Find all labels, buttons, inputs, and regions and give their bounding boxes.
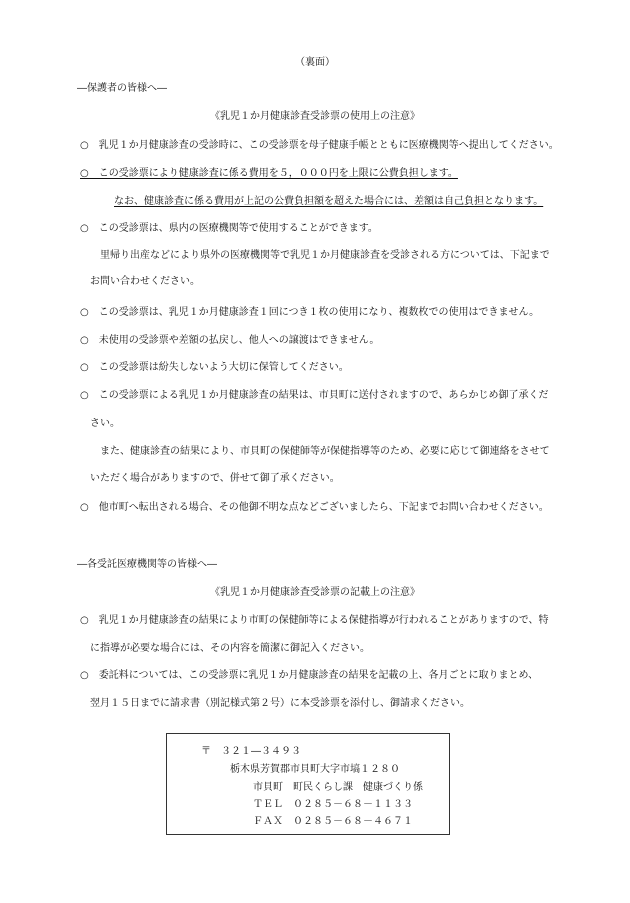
section1-line-13: いただく場合がありますので、併せて御了承ください。	[90, 473, 340, 484]
section1-line-9: ○ この受診票は紛失しないよう大切に保管してください。	[80, 362, 349, 373]
section1-title: 《乳児１か月健康診査受診票の使用上の注意》	[210, 111, 420, 122]
section2-line-4: 翌月１５日までに請求書（別記様式第２号）に本受診票を添付し、御請求ください。	[90, 698, 470, 709]
section1-line-10: ○ この受診票による乳児１か月健康診査の結果は、市貝町に送付されますので、あらかじめ御了承くだ	[80, 390, 549, 401]
section2-line-2: に指導が必要な場合には、その内容を簡潔に御記入ください。	[90, 643, 370, 654]
section1-line-4: ○ この受診票は、県内の医療機関等で使用することができます。	[80, 223, 378, 234]
section1-line-2: ○ この受診票により健康診査に係る費用を５，０００円を上限に公費負担します。	[80, 168, 458, 179]
section1-line-7: ○ この受診票は、乳児１か月健康診査１回につき１枚の使用になり、複数枚での使用はできません。	[80, 307, 540, 318]
contact-postal: 〒 ３２１―３４９３	[201, 746, 301, 757]
section1-line-12: また、健康診査の結果により、市貝町の保健師等が保健指導等のため、必要に応じて御連絡をさせて	[100, 446, 550, 457]
section1-line-6: お問い合わせください。	[90, 276, 200, 287]
contact-address: 栃木県芳賀郡市貝町大字市塙１２８０	[230, 764, 400, 775]
section2-line-3: ○ 委託料については、この受診票に乳児１か月健康診査の結果を記載の上、各月ごとに取りまとめ、	[80, 670, 539, 681]
section2-line-1: ○ 乳児１か月健康診査の結果により市町の保健師等による保健指導が行われることがありますので、特	[80, 615, 549, 626]
section2-title: 《乳児１か月健康診査受診票の記載上の注意》	[210, 587, 420, 598]
contact-fax: ＦＡＸ ０２８５－６８－４６７１	[253, 816, 413, 827]
contact-tel: ＴＥＬ ０２８５－６８－１１３３	[253, 799, 413, 810]
contact-box	[166, 733, 450, 835]
section1-line-3: なお、健康診査に係る費用が上記の公費負担額を超えた場合には、差額は自己負担となります。	[114, 196, 544, 207]
section1-line-5: 里帰り出産などにより県外の医療機関等で乳児１か月健康診査を受診される方については、下記まで	[100, 250, 550, 261]
section1-line-11: さい。	[90, 418, 120, 429]
section1-line-14: ○ 他市町へ転出される場合、その他御不明な点などございましたら、下記までお問い合わせください。	[80, 502, 549, 513]
section1-line-1: ○ 乳児１か月健康診査の受診時に、この受診票を母子健康手帳とともに医療機関等へ提出してください。	[80, 140, 559, 151]
page-side-label: （裏面）	[295, 57, 335, 68]
section1-line-8: ○ 未使用の受診票や差額の払戻し、他人への譲渡はできません。	[80, 335, 380, 346]
section1-heading: ―保護者の皆様へ―	[77, 83, 167, 94]
contact-department: 市貝町 町民くらし課 健康づくり係	[253, 782, 423, 793]
section2-heading: ―各受託医療機関等の皆様へ―	[77, 559, 217, 570]
